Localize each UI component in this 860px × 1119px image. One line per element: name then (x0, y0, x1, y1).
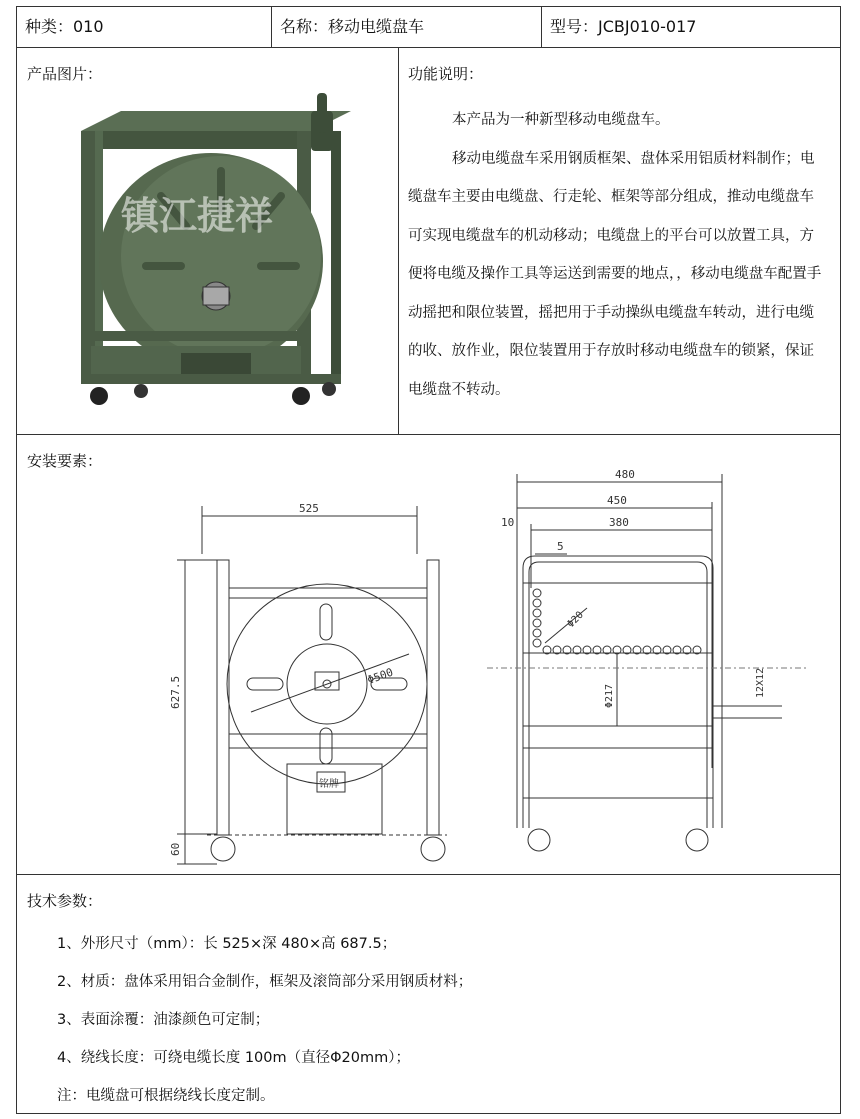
side-dim-20: Φ20 (565, 609, 586, 631)
tech-item-2: 2、材质：盘体采用铝合金制作，框架及滚筒部分采用钢质材料； (57, 974, 473, 990)
front-view-drawing (147, 494, 447, 874)
front-width-dim: 525 (299, 502, 319, 515)
side-dim-10: 10 (501, 516, 515, 529)
model-cell: 型号：JCBJ010-017 (550, 17, 697, 36)
tech-row (17, 874, 840, 1115)
front-height-dim: 627.5 (169, 675, 182, 709)
tech-note: 注：电缆盘可根据绕线长度定制。 (57, 1088, 275, 1104)
install-label: 安装要素： (27, 452, 103, 470)
info-row (17, 47, 840, 435)
function-cell (398, 47, 842, 434)
function-label: 功能说明： (408, 65, 484, 83)
side-dim-480: 480 (615, 468, 635, 481)
front-wheel-dim: 60 (169, 842, 182, 856)
category-cell: 种类：010 (17, 7, 272, 47)
photo-cell (17, 47, 399, 434)
function-text (408, 101, 826, 409)
product-photo (61, 91, 361, 411)
photo-watermark: 镇江捷祥 (121, 194, 274, 238)
side-dim-450: 450 (607, 494, 627, 507)
header-row (17, 7, 840, 48)
side-dim-12: 12X12 (755, 667, 766, 698)
front-drum-dim: Φ500 (365, 665, 395, 687)
side-view-drawing (487, 468, 807, 868)
spec-sheet (16, 6, 841, 1114)
tech-label: 技术参数： (27, 892, 103, 910)
side-dim-5: 5 (557, 540, 564, 553)
function-paragraph-1: 本产品为一种新型移动电缆盘车。 (452, 112, 670, 128)
side-dim-217: Φ217 (604, 683, 615, 708)
tech-item-3: 3、表面涂覆：油漆颜色可定制； (57, 1012, 270, 1028)
tech-item-1: 1、外形尺寸（mm）：长 525×深 480×高 687.5； (57, 936, 397, 952)
photo-label: 产品图片： (27, 65, 103, 83)
front-nameplate: 铭牌 (319, 779, 339, 790)
side-dim-380: 380 (609, 516, 629, 529)
install-row (17, 434, 840, 875)
name-cell: 名称：移动电缆盘车 (272, 7, 542, 47)
tech-item-4: 4、绕线长度：可绕电缆长度 100m（直径Φ20mm）； (57, 1050, 410, 1066)
function-paragraph-2: 移动电缆盘车采用钢质框架、盘体采用铝质材料制作；电缆盘车主要由电缆盘、行走轮、框架等部分组成，推动电缆盘车可实现电缆盘车的机动移动；电缆盘上的平台可以放置工具，方便将电缆及操作工具等运送到需要的地点，，移动电缆盘车配置手动摇把和限位装置，摇把用于手动操纵电缆盘车转动，进行电缆的收、放作业，限位装置用于存放时移动电缆盘车的锁紧，保证电缆盘不转动。 (408, 150, 822, 398)
